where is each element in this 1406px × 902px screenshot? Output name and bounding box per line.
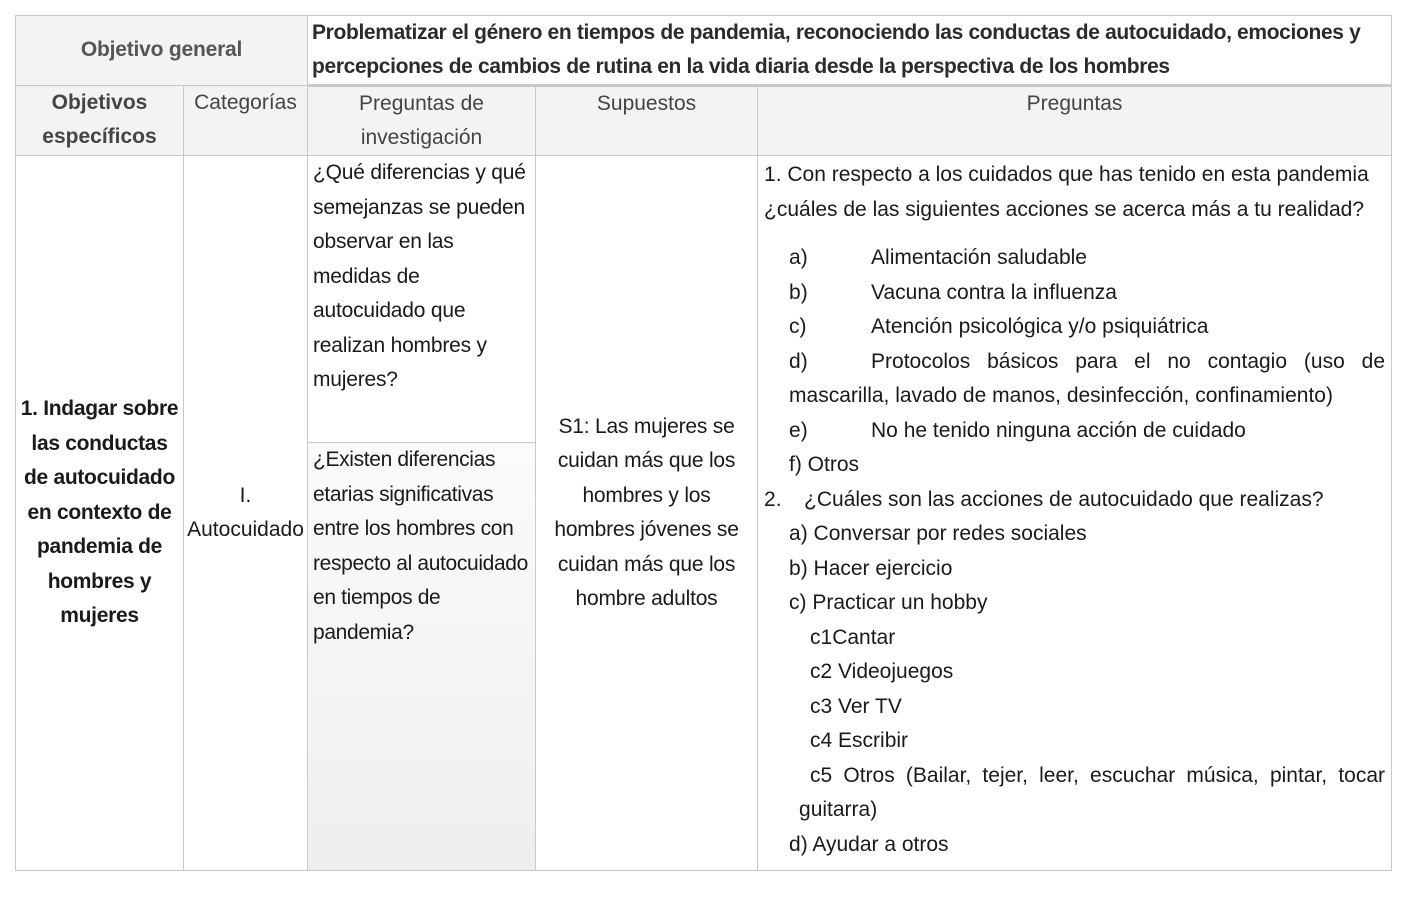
research-question-2: ¿Existen diferencias etarias significativas entre los hombres con respecto al autocuidado en tiempos de pandemia? xyxy=(308,443,536,871)
question-1-options xyxy=(764,241,1385,483)
header-supuestos: Supuestos xyxy=(536,86,758,156)
list-item: a) Conversar por redes sociales xyxy=(789,522,1087,545)
question-2: 2. ¿Cuáles son las acciones de autocuidado que realizas? xyxy=(764,487,1324,511)
list-item: e) No he tenido ninguna acción de cuidado xyxy=(789,418,1246,442)
list-item: b) Vacuna contra la influenza xyxy=(789,280,1117,304)
research-matrix-table xyxy=(15,15,1392,871)
table-row xyxy=(16,156,1392,443)
header-preguntas-investigacion: Preguntas de investigación xyxy=(308,86,536,156)
list-item: f) Otros xyxy=(789,453,860,476)
list-item: d) Ayudar a otros xyxy=(789,832,949,856)
questions-cell xyxy=(758,156,1392,871)
research-table-wrapper xyxy=(15,15,1392,871)
list-item: c4 Escribir xyxy=(810,729,909,752)
general-objective-text: Problematizar el género en tiempos de pandemia, reconociendo las conductas de autocuidado, emociones y percepciones de cambios de rutina en la vida diaria desde la perspectiva de los hombres xyxy=(308,16,1392,86)
header-row xyxy=(16,86,1392,156)
question-1-line-2: ¿cuáles de las siguientes acciones se acerca más a tu realidad? xyxy=(764,197,1365,221)
header-preguntas: Preguntas xyxy=(758,86,1392,156)
question-1-line-1: 1. Con respecto a los cuidados que has tenido en esta pandemia xyxy=(764,163,1369,186)
list-item: c3 Ver TV xyxy=(810,694,902,718)
header-objetivos: Objetivos específicos xyxy=(16,86,184,156)
header-categorias: Categorías xyxy=(184,86,308,156)
list-item: c1Cantar xyxy=(810,625,896,649)
list-item: d) Protocolos básicos para el no contagio (uso de mascarilla, lavado de manos, desinfección, confinamiento) xyxy=(789,349,1386,407)
assumption-cell: S1: Las mujeres se cuidan más que los hombres y los hombres jóvenes se cuidan más que los hombre adultos xyxy=(536,156,758,871)
category-cell: I. Autocuidado xyxy=(184,156,308,871)
list-item: b) Hacer ejercicio xyxy=(789,556,953,580)
general-objective-label: Objetivo general xyxy=(16,16,308,86)
general-objective-row xyxy=(16,16,1392,86)
specific-objective-cell: 1. Indagar sobre las conductas de autocuidado en contexto de pandemia de hombres y mujeres xyxy=(16,156,184,871)
list-item: c) Practicar un hobby xyxy=(789,591,988,614)
list-item: a) Alimentación saludable xyxy=(789,246,1087,269)
list-item: c) Atención psicológica y/o psiquiátrica xyxy=(789,315,1209,338)
list-item: c2 Videojuegos xyxy=(810,660,954,683)
research-question-1: ¿Qué diferencias y qué semejanzas se pueden observar en las medidas de autocuidado que realizan hombres y mujeres? xyxy=(308,156,536,443)
list-item: c5 Otros (Bailar, tejer, leer, escuchar música, pintar, tocar guitarra) xyxy=(799,763,1386,821)
